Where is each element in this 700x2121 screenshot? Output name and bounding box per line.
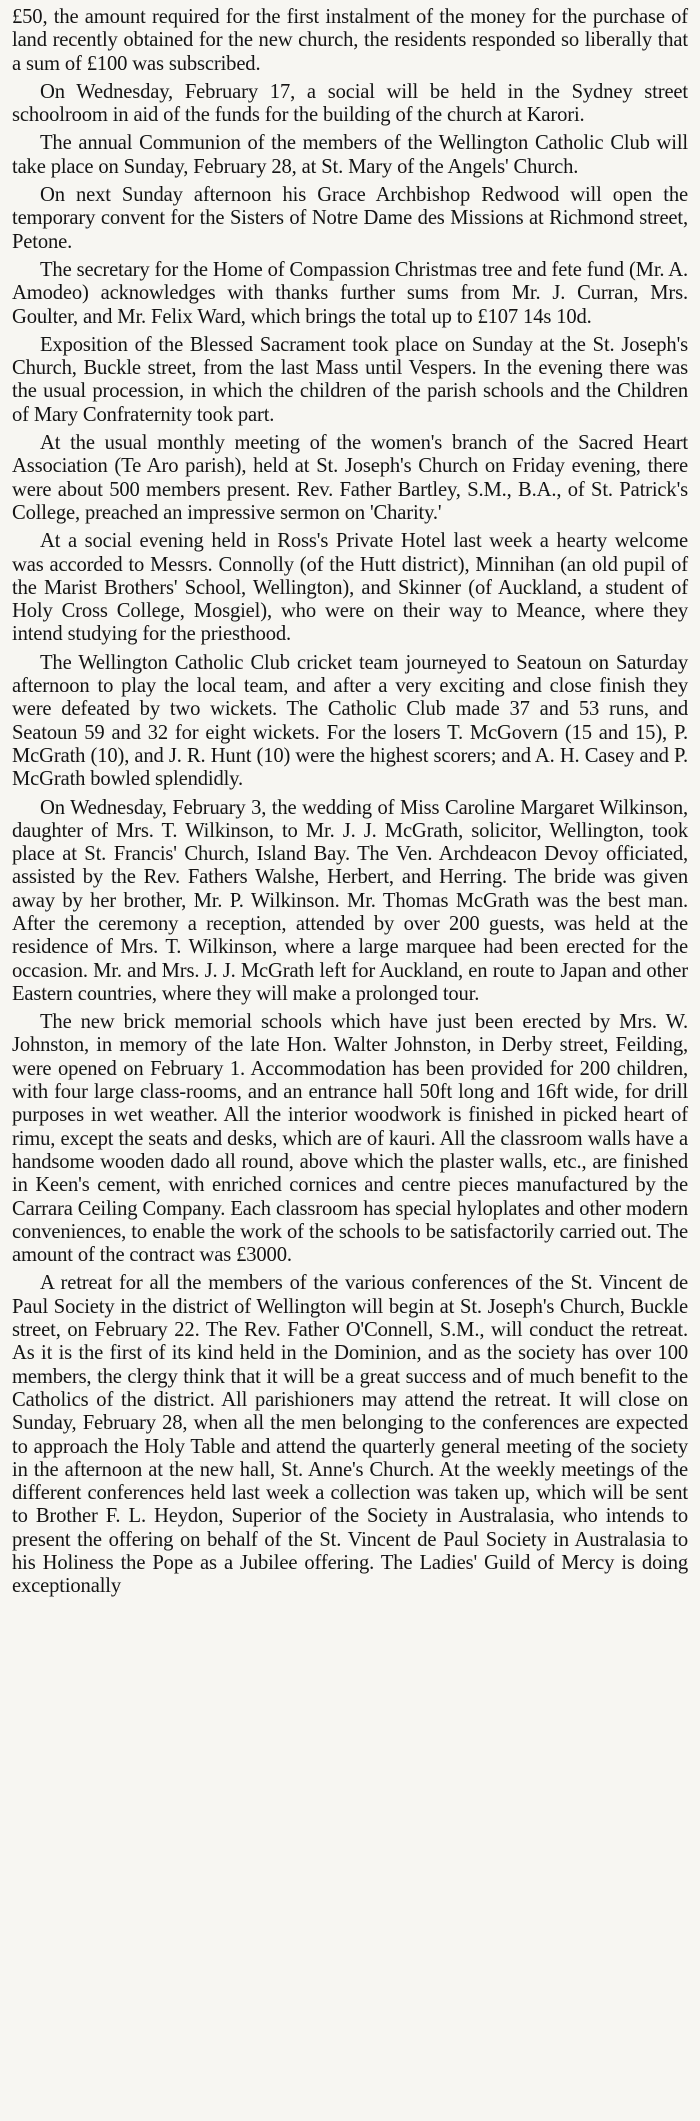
paragraph-memorial-schools: The new brick memorial schools which have just been erected by Mrs. W. Johnston, in memory of the late Hon. Walter Johnston, in Derby street, Feilding, were opened on February 1. Accommodation has been provided for 200 children, with four large class-rooms, and an entrance hall 50ft long and 16ft wide, for drill purposes in wet weather. All the interior woodwork is finished in picked heart of rimu, except the seats and desks, which are of kauri. All the classroom walls have a handsome wooden dado all round, above which the plaster walls, etc., are finished in Keen's cement, with enriched cornices and centre pieces manufactured by the Carrara Ceiling Company. Each classroom has special hyloplates and other modern conveniences, to enable the work of the schools to be satisfactorily carried out. The amount of the contract was £3000. (12, 1011, 688, 1267)
paragraph-catholic-club-communion: The annual Communion of the members of the Wellington Catholic Club will take place on Sunday, February 28, at St. Mary of the Angels' Church. (12, 132, 688, 178)
paragraph-karori-social: On Wednesday, February 17, a social will be held in the Sydney street schoolroom in aid of the funds for the building of the church at Karori. (12, 80, 688, 127)
paragraph-social-evening-welcome: At a social evening held in Ross's Private Hotel last week a hearty welcome was accorded to Messrs. Connolly (of the Hutt district), Minnihan (an old pupil of the Marist Brothers' School, Wellington), and Skinner (of Auckland, a student of Holy Cross College, Mosgiel), who were on their way to Meance, where they intend studying for the priesthood. (12, 530, 688, 646)
paragraph-exposition-blessed-sacrament: Exposition of the Blessed Sacrament took place on Sunday at the St. Joseph's Church, Buckle street, from the last Mass until Vespers. In the evening there was the usual procession, in which the children of the parish schools and the Children of Mary Confraternity took part. (12, 333, 688, 426)
paragraph-st-vincent-de-paul-retreat: A retreat for all the members of the various conferences of the St. Vincent de Paul Society in the district of Wellington will begin at St. Joseph's Church, Buckle street, on February 22. The Rev. Father O'Connell, S.M., will conduct the retreat. As it is the first of its kind held in the Dominion, and as the society has over 100 members, the clergy think that it will be a great success and of much benefit to the Catholics of the district. All parishioners may attend the retreat. It will close on Sunday, February 28, when all the men belonging to the conferences are expected to approach the Holy Table and attend the quarterly general meeting of the society in the afternoon at the new hall, St. Anne's Church. At the weekly meetings of the different conferences held last week a collection was taken up, which will be sent to Brother F. L. Heydon, Superior of the Society in Australasia, who intends to present the offering on behalf of the St. Vincent de Paul Society in Australasia to his Holiness the Pope as a Jubilee offering. The Ladies' Guild of Mercy is doing exceptionally (12, 1272, 688, 1598)
paragraph-land-subscription: £50, the amount required for the first instalment of the money for the purchase of land recently obtained for the new church, the residents responded so liberally that a sum of £100 was subscribed. (12, 6, 688, 75)
paragraph-sacred-heart-meeting: At the usual monthly meeting of the women's branch of the Sacred Heart Association (Te Aro parish), held at St. Joseph's Church on Friday evening, there were about 500 members present. Rev. Father Bartley, S.M., B.A., of St. Patrick's College, preached an impressive sermon on 'Charity.' (12, 432, 688, 524)
paragraph-wedding-notice: On Wednesday, February 3, the wedding of Miss Caroline Margaret Wilkinson, daughter of Mrs. T. Wilkinson, to Mr. J. J. McGrath, solicitor, Wellington, took place at St. Francis' Church, Island Bay. The Ven. Archdeacon Devoy officiated, assisted by the Rev. Fathers Walshe, Herbert, and Herring. The bride was given away by her brother, Mr. P. Wilkinson. Mr. Thomas McGrath was the best man. After the ceremony a reception, attended by over 200 guests, was held at the residence of Mrs. T. Wilkinson, where a large marquee had been erected for the occasion. Mr. and Mrs. J. J. McGrath left for Auckland, en route to Japan and other Eastern countries, where they will make a prolonged tour. (12, 796, 688, 1005)
paragraph-petone-convent: On next Sunday afternoon his Grace Archbishop Redwood will open the temporary convent for the Sisters of Notre Dame des Missions at Richmond street, Petone. (12, 184, 688, 253)
paragraph-cricket-match: The Wellington Catholic Club cricket team journeyed to Seatoun on Saturday afternoon to play the local team, and after a very exciting and close finish they were defeated by two wickets. The Catholic Club made 37 and 53 runs, and Seatoun 59 and 32 for eight wickets. For the losers T. McGovern (15 and 15), P. McGrath (10), and J. R. Hunt (10) were the highest scorers; and A. H. Casey and P. McGrath bowled splendidly. (12, 651, 688, 791)
paragraph-home-of-compassion-fund: The secretary for the Home of Compassion Christmas tree and fete fund (Mr. A. Amodeo) acknowledges with thanks further sums from Mr. J. Curran, Mrs. Goulter, and Mr. Felix Ward, which brings the total up to £107 14s 10d. (12, 258, 688, 328)
